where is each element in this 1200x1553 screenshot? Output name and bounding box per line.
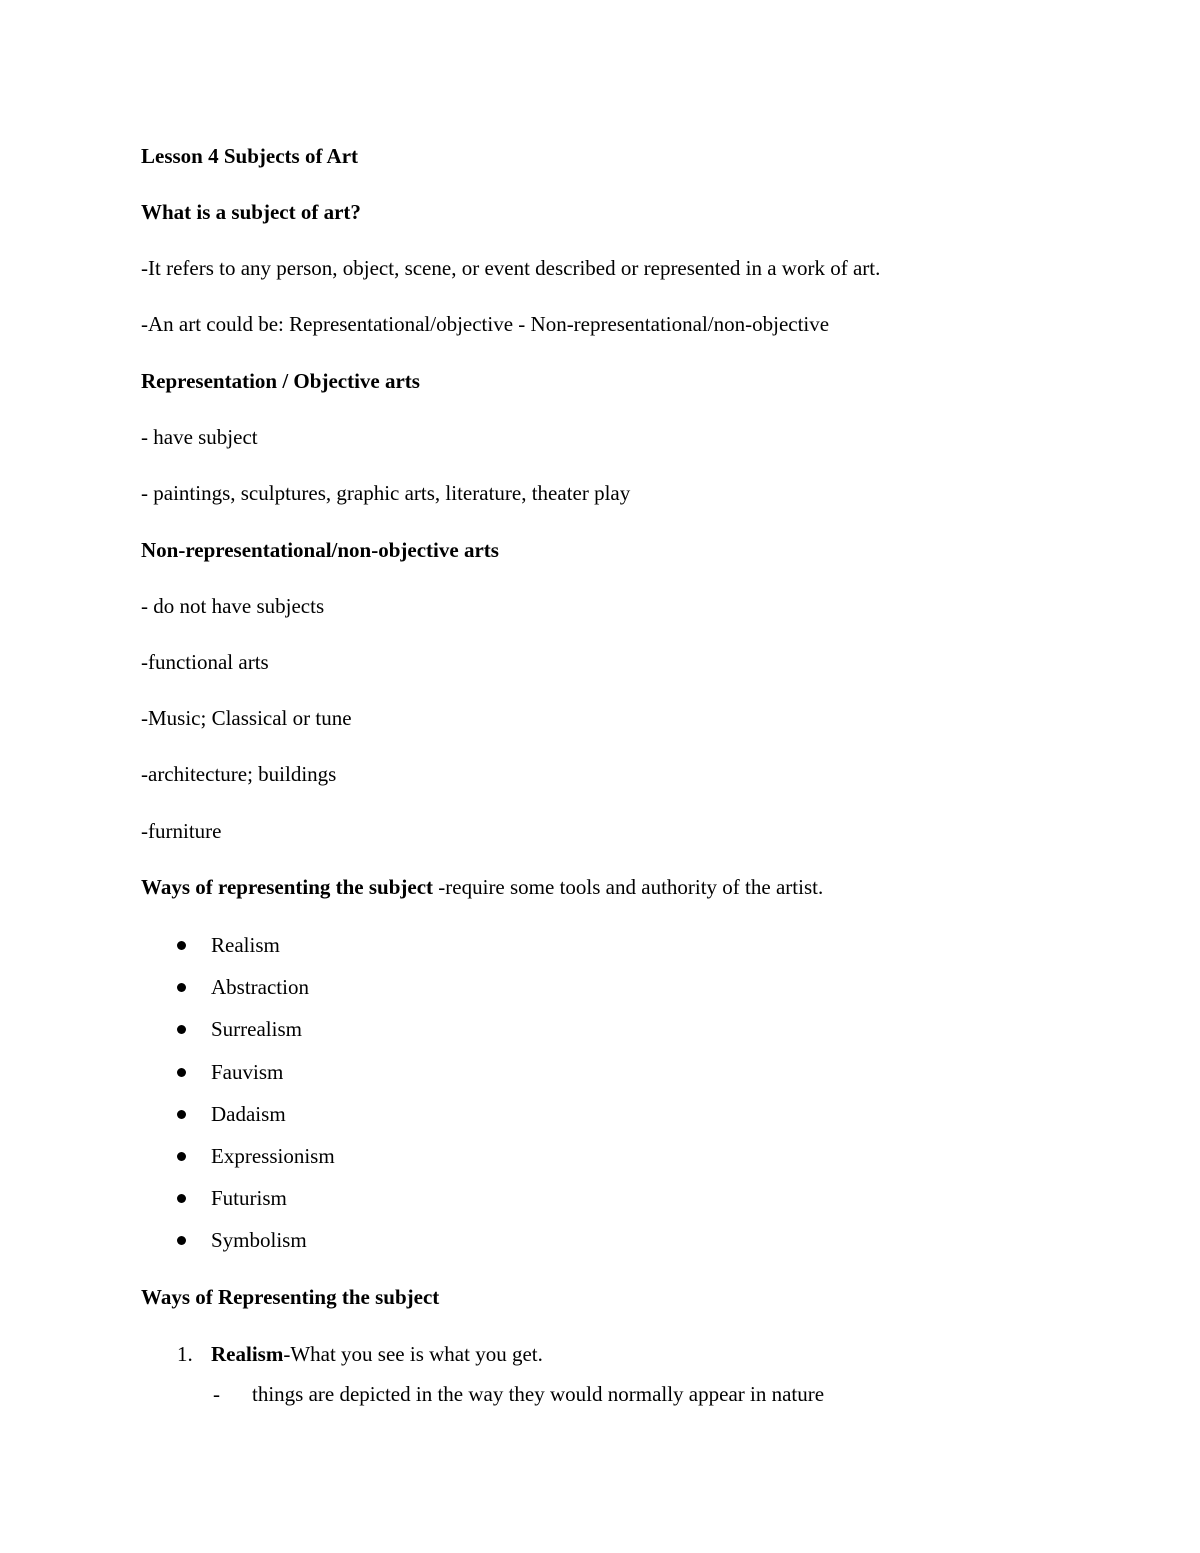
bullet-icon: [177, 1152, 186, 1161]
dash-marker: -: [213, 1382, 220, 1406]
page-title: Lesson 4 Subjects of Art: [141, 144, 359, 168]
list-number: 1.: [177, 1342, 193, 1366]
numbered-item-text: [211, 1341, 543, 1367]
list-item-label: Symbolism: [211, 1228, 307, 1252]
list-item-label: Abstraction: [211, 975, 309, 999]
definition-line: -It refers to any person, object, scene, or event described or represented in a work of art.: [141, 256, 881, 280]
ways-representing-heading: Ways of Representing the subject: [141, 1285, 440, 1309]
bullet-icon: [177, 983, 186, 992]
realism-definition: -What you see is what you get.: [283, 1342, 543, 1366]
non-representational-item: -architecture; buildings: [141, 762, 337, 786]
bullet-icon: [177, 1236, 186, 1245]
representational-heading: Representation / Objective arts: [141, 369, 420, 393]
list-item-label: Expressionism: [211, 1144, 335, 1168]
representational-item: - have subject: [141, 425, 258, 449]
list-item-label: Fauvism: [211, 1060, 284, 1084]
sub-list-text: things are depicted in the way they would normally appear in nature: [252, 1382, 825, 1406]
non-representational-item: - do not have subjects: [141, 594, 325, 618]
bullet-icon: [177, 1194, 186, 1203]
list-item-label: Dadaism: [211, 1102, 286, 1126]
representational-item: - paintings, sculptures, graphic arts, literature, theater play: [141, 481, 631, 505]
list-item-label: Futurism: [211, 1186, 287, 1210]
non-representational-item: -furniture: [141, 819, 222, 843]
realism-term: Realism: [211, 1342, 284, 1366]
list-item-label: Realism: [211, 933, 280, 957]
non-representational-item: -functional arts: [141, 650, 269, 674]
ways-paragraph: [141, 874, 823, 900]
bullet-icon: [177, 1068, 186, 1077]
ways-description: -require some tools and authority of the artist.: [433, 875, 824, 899]
list-item-label: Surrealism: [211, 1017, 302, 1041]
non-representational-item: -Music; Classical or tune: [141, 706, 352, 730]
bullet-icon: [177, 1110, 186, 1119]
bullet-icon: [177, 941, 186, 950]
bullet-icon: [177, 1025, 186, 1034]
ways-heading: Ways of representing the subject: [141, 875, 434, 899]
classification-line: -An art could be: Representational/objective - Non-representational/non-objective: [141, 312, 830, 336]
non-representational-heading: Non-representational/non-objective arts: [141, 538, 499, 562]
question-heading: What is a subject of art?: [141, 200, 361, 224]
